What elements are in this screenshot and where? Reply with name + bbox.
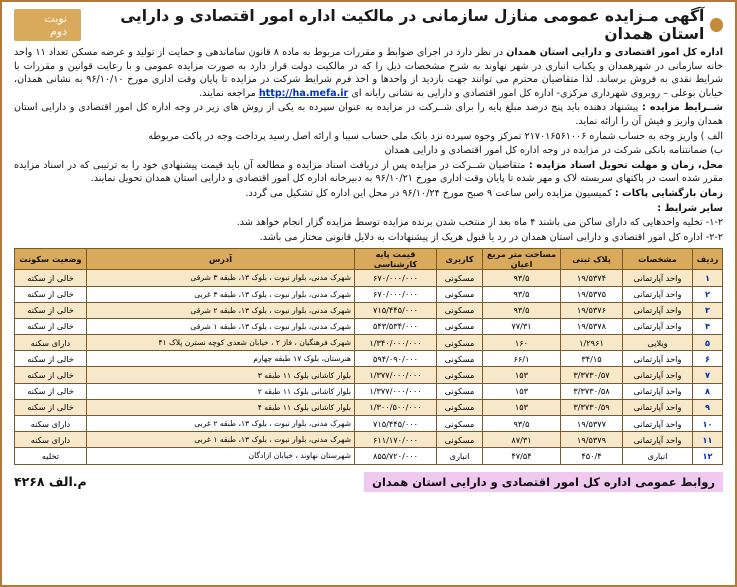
cell-spec: واحد آپارتمانی [623,318,693,334]
cell-status: خالی از سکنه [15,318,87,334]
bullet-icon [710,18,723,32]
cell-address: شهرک فرهنگیان ، فاز ۲ ، خیابان شعدی کوچه نسترن پلاک ۴۱ [87,335,355,351]
cell-plate: ۳/۳۷۳۰/۵۷ [561,367,623,383]
page-title [81,7,723,43]
condition-b: ب) ضمانتنامه بانکی شرکت در مزایده در وجه اداره کل امور اقتصادی و دارایی همدان [384,145,723,157]
table-row [15,367,723,383]
cell-row-number: ۲ [693,286,723,302]
cell-spec: واحد آپارتمانی [623,351,693,367]
col-plate: پلاک ثبتی [561,249,623,270]
condition-a: الف ) واریز وجه به حساب شماره ۲۱۷۰۱۶۵۶۱۰۰۶ تمرکز وجوه سپرده نزد بانک ملی حساب سیبا و ارائه اصل رسید پرداخت وجه در پاکت مربوطه [148,130,723,142]
table-row [15,318,723,334]
cell-spec: واحد آپارتمانی [623,432,693,448]
cell-address: شهرک مدنی، بلوار نبوت ، بلوک ۱۳، طبقه ۳ غربی [87,286,355,302]
cell-plate: ۳۴/۱۵ [561,351,623,367]
cell-price: ۵۹۴/۰۹۰/۰۰۰ [355,351,437,367]
cell-address: شهرستان نهاوند ، خیابان ازادگان [87,448,355,464]
cell-plate: ۱۹/۵۳۷۷ [561,416,623,432]
cell-usage: انباری [437,448,483,464]
table-row [15,335,723,351]
cell-area: ۹۳/۵ [483,302,561,318]
ad-code: ۴۲۶۸ م.الف [14,474,87,490]
cell-plate: ۳/۳۷۳۰/۵۸ [561,383,623,399]
table-row [15,286,723,302]
cell-row-number: ۳ [693,302,723,318]
other-label [14,202,723,216]
cell-address: شهرک مدنی، بلوار نبوت ، بلوک ۱۳، طبقه ۲ غربی [87,416,355,432]
cell-usage: مسکونی [437,399,483,415]
other-label-text: سایر شرایط : [657,202,723,214]
cell-area: ۶۶/۱ [483,351,561,367]
col-area: مساحت متر مربع اعیان [483,249,561,270]
col-usage: کاربری [437,249,483,270]
table-row [15,448,723,464]
cell-status: خالی از سکنه [15,399,87,415]
cell-plate: ۳/۳۷۳۰/۵۹ [561,399,623,415]
cell-spec: واحد آپارتمانی [623,302,693,318]
cell-status: خالی از سکنه [15,351,87,367]
cell-row-number: ۱۲ [693,448,723,464]
table-row [15,302,723,318]
cell-plate: ۱۹/۵۳۷۵ [561,286,623,302]
cell-row-number: ۱۱ [693,432,723,448]
cell-area: ۱۵۳ [483,399,561,415]
cell-status: دارای سکنه [15,432,87,448]
cell-price: ۱/۳۷۷/۰۰۰/۰۰۰ [355,367,437,383]
opening-text: کمیسیون مزایده راس ساعت ۹ صبح مورخ ۹۶/۱۰/۲۴ در محل این اداره کل تشکیل می گردد. [245,187,615,199]
cell-address: شهرک مدنی، بلوار نبوت ، بلوک ۱۳، طبقه ۳ شرقی [87,270,355,286]
cell-usage: مسکونی [437,416,483,432]
delivery-paragraph [14,159,723,186]
cell-area: ۹۳/۵ [483,286,561,302]
conditions-label: شــرایط مزایده : [642,102,723,114]
col-address: آدرس [87,249,355,270]
cell-usage: مسکونی [437,302,483,318]
intro-text: در نظر دارد در اجرای ضوابط و مقررات مربوط به ماده ۸ قانون ساماندهی و حمایت از تولید و عرضه مسکن تعداد ۱۱ واحد خانه سازمانی در شهرهمدان و یکباب انباری در شهر نهاوند به شرح مشخصات ذیل را که در مالکیت دولت قرار دارد به صورت مزایده عمومی و با رعایت قوانین و مقررات با شرایط نقدی به فروش برساند. لذا متقاضیان محترم می توانند جهت بازدید از واحدها و اخذ فرم شرایط شرکت در مزایده تا پایان وقت اداری مورخ ۹۶/۱۰/۱۰ به نشانی همدان، خیابان بوعلی – روبروی شهرداری مرکزی- اداره کل امور اقتصادی و دارایی به نشانی رایانه ای [14,47,723,99]
cell-row-number: ۴ [693,318,723,334]
cell-plate: ۱۹/۵۳۷۸ [561,318,623,334]
cell-usage: مسکونی [437,318,483,334]
intro-paragraph [14,46,723,100]
cell-price: ۱/۳۷۷/۰۰۰/۰۰۰ [355,383,437,399]
cell-price: ۱/۳۰۰/۵۰۰/۰۰۰ [355,399,437,415]
table-header-row [15,249,723,270]
footer [14,471,723,493]
cell-status: خالی از سکنه [15,270,87,286]
cell-usage: مسکونی [437,335,483,351]
cell-spec: واحد آپارتمانی [623,270,693,286]
table-row [15,270,723,286]
cell-area: ۱۵۳ [483,383,561,399]
intro-org: اداره کل امور اقتصادی و دارایی استان همدان [506,47,723,58]
table-row [15,383,723,399]
cell-row-number: ۶ [693,351,723,367]
cell-plate: ۱۹/۵۳۷۹ [561,432,623,448]
cell-price: ۶۷۰/۰۰۰/۰۰۰ [355,286,437,302]
opening-label: زمان بازگشایی پاکات : [614,187,723,199]
edition-badge: نوبت دوم [14,9,81,41]
ad-body [14,46,723,244]
other-item-1: ۱-۲- تخلیه واحدهایی که دارای ساکن می باشند ۴ ماه بعد از منتخب شدن برنده مزایده توسط مزایده گزار انجام خواهد شد. [236,217,723,229]
cell-spec: ویلایی [623,335,693,351]
cell-address: بلوار کاشانی بلوک ۱۱ طبقه ۲ [87,383,355,399]
cell-address: بلوار کاشانی بلوک ۱۱ طبقه ۴ [87,399,355,415]
cell-address: شهرک مدنی، بلوار نبوت ، بلوک ۱۳، طبقه ۲ شرقی [87,302,355,318]
cell-status: خالی از سکنه [15,286,87,302]
cell-usage: مسکونی [437,432,483,448]
cell-area: ۷۷/۳۱ [483,318,561,334]
table-row [15,432,723,448]
table-row [15,416,723,432]
cell-price: ۵۴۳/۵۳۴/۰۰۰ [355,318,437,334]
table-row [15,351,723,367]
cell-row-number: ۱۰ [693,416,723,432]
cell-plate: ۱۹/۵۳۷۶ [561,302,623,318]
cell-usage: مسکونی [437,383,483,399]
opening-paragraph [14,187,723,201]
delivery-label: محل، زمان و مهلت تحویل اسناد مزایده : [528,159,723,171]
cell-address: بلوار کاشانی بلوک ۱۱ طبقه ۳ [87,367,355,383]
publisher-label: روابط عمومی اداره کل امور اقتصادی و دارایی استان همدان [364,472,723,492]
cell-area: ۸۷/۳۱ [483,432,561,448]
col-row-number: ردیف [693,249,723,270]
title-text: آگهی مـزایده عمومی منازل سازمانی در مالکیت اداره امور اقتصادی و دارایی استان همدان [120,7,705,43]
cell-row-number: ۹ [693,399,723,415]
conditions-paragraph [14,101,723,128]
cell-usage: مسکونی [437,351,483,367]
cell-area: ۹۳/۵ [483,270,561,286]
cell-address: شهرک مدنی، بلوار نبوت ، بلوک ۱۳، طبقه ۱ شرقی [87,318,355,334]
header [14,8,723,42]
cell-address: هنرستان، بلوک ۱۷ طبقه چهارم [87,351,355,367]
cell-spec: واحد آپارتمانی [623,367,693,383]
cell-plate: ۱/۲۹۶۱ [561,335,623,351]
cell-spec: واحد آپارتمانی [623,286,693,302]
website-link[interactable]: http://ha.mefa.ir [258,87,349,99]
cell-spec: انباری [623,448,693,464]
col-status: وضعیت سکونت [15,249,87,270]
cell-row-number: ۱ [693,270,723,286]
cell-spec: واحد آپارتمانی [623,383,693,399]
cell-spec: واحد آپارتمانی [623,416,693,432]
conditions-text: پیشنهاد دهنده باید پنج درصد مبلغ پایه را برای شــرکت در مزایده به عنوان سپرده به یکی از روش های زیر در وجه اداره کل امور اقتصادی و دارایی استان همدان واریز و فیش آن را ارائه نماید. [14,102,723,127]
properties-table [14,248,723,464]
delivery-text: متقاضیان شــرکت در مزایده پس از دریافت اسناد مزایده و مطالعه آن باید قیمت پیشنهادی خود را به ترتیبی که در اسناد مزایده مقرر شده است در پاکتهای سربسته لاک و مهر شده تا پایان وقت اداری مورخ ۹۶/۱۰/۲۱ به دبیرخانه اداره کل امور اقتصادی و دارایی استان همدان تحویل نمایند. [14,159,723,185]
cell-status: دارای سکنه [15,416,87,432]
cell-price: ۷۱۵/۴۴۵/۰۰۰ [355,416,437,432]
cell-status: تخلیه [15,448,87,464]
cell-price: ۷۱۵/۴۴۵/۰۰۰ [355,302,437,318]
cell-usage: مسکونی [437,270,483,286]
cell-plate: ۱۹/۵۳۷۴ [561,270,623,286]
cell-area: ۱۶۰ [483,335,561,351]
cell-usage: مسکونی [437,367,483,383]
cell-row-number: ۸ [693,383,723,399]
cell-spec: واحد آپارتمانی [623,399,693,415]
cell-status: خالی از سکنه [15,302,87,318]
cell-status: خالی از سکنه [15,367,87,383]
other-item-2: ۲-۲- اداره کل امور اقتصادی و دارایی استان همدان در رد یا قبول هریک از پیشنهادات به دلایل قانونی مختار می باشد. [259,231,723,243]
col-spec: مشخصات [623,249,693,270]
col-price: قیمت پایه کارشناسی [355,249,437,270]
cell-plate: ۴۵۰/۴ [561,448,623,464]
cell-usage: مسکونی [437,286,483,302]
cell-status: خالی از سکنه [15,383,87,399]
cell-area: ۱۵۳ [483,367,561,383]
cell-row-number: ۷ [693,367,723,383]
cell-price: ۱/۳۴۰/۰۰۰/۰۰۰ [355,335,437,351]
cell-price: ۸۵۵/۷۲۰/۰۰۰ [355,448,437,464]
cell-area: ۴۷/۵۴ [483,448,561,464]
intro-suffix: مراجعه نمایند. [199,87,259,99]
cell-row-number: ۵ [693,335,723,351]
cell-price: ۶۷۰/۰۰۰/۰۰۰ [355,270,437,286]
cell-status: دارای سکنه [15,335,87,351]
cell-area: ۹۳/۵ [483,416,561,432]
cell-price: ۶۱۱/۱۷۰/۰۰۰ [355,432,437,448]
table-row [15,399,723,415]
cell-address: شهرک مدنی، بلوار نبوت ، بلوک ۱۳، طبقه ۱ غربی [87,432,355,448]
table-body [15,270,723,464]
